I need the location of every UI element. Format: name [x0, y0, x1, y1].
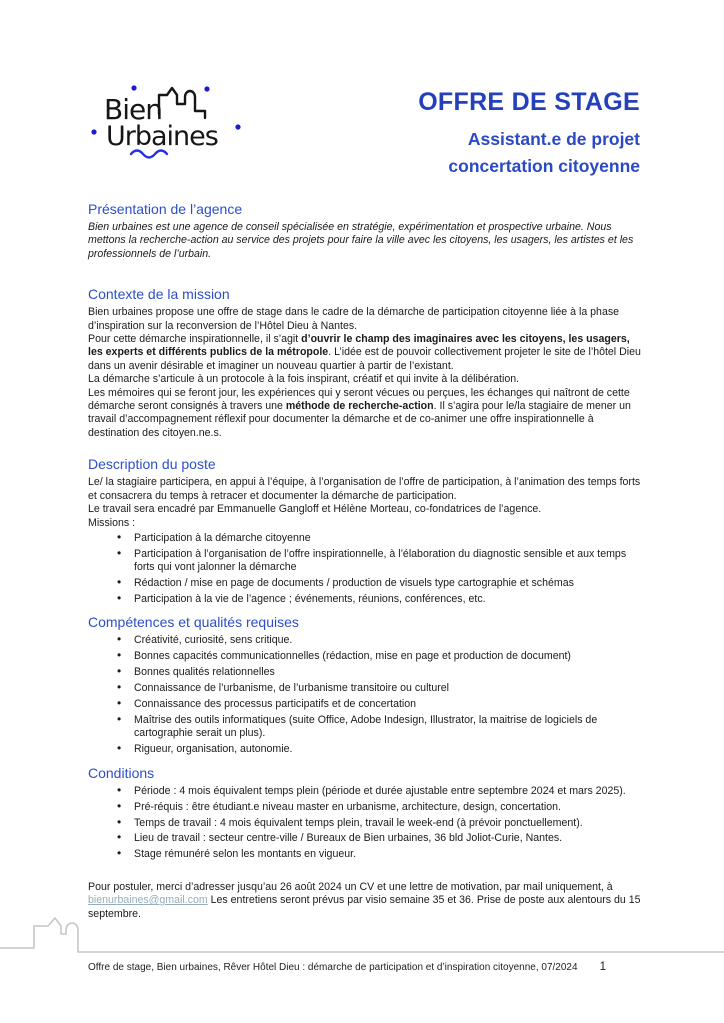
- list-item: • Stage rémunéré selon les montants en vigueur.: [134, 848, 641, 861]
- list-item: • Connaissance de l’urbanisme, de l’urbanisme transitoire ou culturel: [134, 682, 641, 695]
- list-item: • Participation à la vie de l’agence ; événements, réunions, conférences, etc.: [134, 593, 641, 606]
- contexte-paragraph-4: [88, 387, 641, 441]
- text-run: Pour cette démarche inspirationnelle, il s’agit: [88, 333, 302, 346]
- section-heading-description: Description du poste: [88, 456, 216, 473]
- conditions-list: [88, 785, 641, 862]
- section-presentation: [88, 201, 641, 261]
- list-item: • Maîtrise des outils informatiques (suite Office, Adobe Indesign, Illustrator, la maitrise de logiciels de cartographie serait un plus).: [134, 714, 641, 741]
- text-run: . L’idée est de pouvoir collectivement projeter le site de l’hôtel Dieu dans un avenir désirable et imaginer un nouveau quartier à partir de l’existant.: [88, 346, 641, 372]
- bold-text-run: méthode de recherche-action: [285, 400, 434, 413]
- list-item: • Période : 4 mois équivalent temps plein (période et durée ajustable entre septembre 2024 et mars 2025).: [134, 785, 641, 798]
- section-competences: [88, 614, 641, 756]
- description-paragraph-1: Le/ la stagiaire participera, en appui à l’équipe, à l’organisation de l’offre de participation, à l’animation des temps forts et consacrera du temps à retracer et documenter la démarche de participation.: [88, 476, 641, 502]
- contexte-paragraph-1: Bien urbaines propose une offre de stage dans le cadre de la démarche de participation citoyenne liée à la phase d’inspiration sur la reconversion de l’Hôtel Dieu à Nantes.: [88, 306, 620, 332]
- contexte-paragraph-3: La démarche s’articule à un protocole à la fois inspirant, créatif et qui invite à la délibération.: [88, 373, 520, 386]
- page-subtitle-line1: Assistant.e de projet: [467, 129, 640, 149]
- logo-word-bien: Bien: [104, 93, 162, 126]
- section-heading-conditions: Conditions: [88, 764, 155, 781]
- list-item: • Créativité, curiosité, sens critique.: [134, 634, 641, 647]
- page-number: 1: [599, 961, 606, 973]
- page-subtitle-line2: concertation citoyenne: [448, 156, 640, 176]
- text-run: . Il s’agira pour le/la stagiaire de mener un travail d’accompagnement réflexif pour documenter la démarche et de co-animer une offre inspirationnelle à destination des citoyen.ne.s.: [88, 400, 631, 439]
- list-item: • Rédaction / mise en page de documents / production de visuels type cartographie et schémas: [134, 577, 641, 590]
- bien-urbaines-logo-svg: [84, 78, 256, 168]
- list-item: • Temps de travail : 4 mois équivalent temps plein, travail le week-end (à prévoir ponctuellement).: [134, 817, 641, 830]
- logo-dot-icon: [91, 129, 96, 134]
- bold-text-run: d’ouvrir le champ des imaginaires avec les citoyens, les usagers, les experts et différents publics de la métropole: [88, 333, 630, 359]
- footer-skyline-icon: [0, 913, 724, 959]
- section-contexte: [88, 286, 641, 440]
- list-item: • Participation à l’organisation de l’offre inspirationnelle, à l’élaboration du diagnostic sensible et aux temps forts qui vont jalonner la démarche: [134, 548, 641, 575]
- section-conditions: [88, 765, 641, 862]
- competences-list: [88, 634, 641, 756]
- text-run: Les entretiens seront prévus par visio semaine 35 et 36. Prise de poste aux alentours du 15 septembre.: [88, 894, 641, 920]
- contexte-paragraph-2: [88, 333, 641, 373]
- page-title: OFFRE DE STAGE: [418, 88, 640, 116]
- list-item: • Rigueur, organisation, autonomie.: [134, 743, 641, 756]
- logo-word-urbaines: Urbaines: [106, 121, 218, 152]
- list-item: • Bonnes qualités relationnelles: [134, 666, 641, 679]
- missions-label: Missions :: [88, 516, 136, 529]
- section-heading-presentation: Présentation de l’agence: [88, 201, 243, 217]
- title-block: [418, 88, 640, 180]
- logo-skyline-icon: [159, 88, 205, 118]
- missions-list: [88, 532, 641, 607]
- document-content: [88, 201, 641, 921]
- text-run: Les mémoires qui se feront jour, les expériences qui y seront vécues ou perçues, les échanges qui naîtront de cette démarche seront consignés à travers une: [88, 386, 630, 413]
- list-item: • Connaissance des processus participatifs et de concertation: [134, 698, 641, 711]
- list-item: • Lieu de travail : secteur centre-ville / Bureaux de Bien urbaines, 36 bld Joliot-Curie, Nantes.: [134, 832, 641, 845]
- description-paragraph-2: Le travail sera encadré par Emmanuelle Gangloff et Hélène Morteau, co-fondatrices de l’agence.: [88, 503, 542, 516]
- text-run: Pour postuler, merci d’adresser jusqu’au 26 août 2024 un CV et une lettre de motivation, par mail uniquement, à: [88, 880, 613, 893]
- presentation-paragraph: Bien urbaines est une agence de conseil spécialisée en stratégie, expérimentation et prospective urbaine. Nous mettons la recherche-action au service des projets pour faire la ville avec les citoyens, les usagers, les artistes et les professionnels de l’urbain.: [88, 221, 634, 260]
- section-description: [88, 456, 641, 606]
- list-item: • Bonnes capacités communicationnelles (rédaction, mise en page et production de document): [134, 650, 641, 663]
- section-heading-contexte: Contexte de la mission: [88, 286, 230, 303]
- bien-urbaines-logo: [84, 78, 256, 168]
- section-heading-competences: Compétences et qualités requises: [88, 614, 299, 631]
- footer-text: Offre de stage, Bien urbaines, Rêver Hôtel Dieu : démarche de participation et d’inspiration citoyenne, 07/2024: [88, 962, 578, 973]
- email-link[interactable]: bienurbaines@gmail.com: [88, 894, 208, 907]
- logo-dot-icon: [131, 85, 136, 90]
- list-item: • Pré-réquis : être étudiant.e niveau master en urbanisme, architecture, design, concertation.: [134, 801, 641, 814]
- footer: [88, 961, 648, 973]
- list-item: • Participation à la démarche citoyenne: [134, 532, 641, 545]
- logo-dot-icon: [204, 86, 209, 91]
- logo-dot-icon: [235, 124, 240, 129]
